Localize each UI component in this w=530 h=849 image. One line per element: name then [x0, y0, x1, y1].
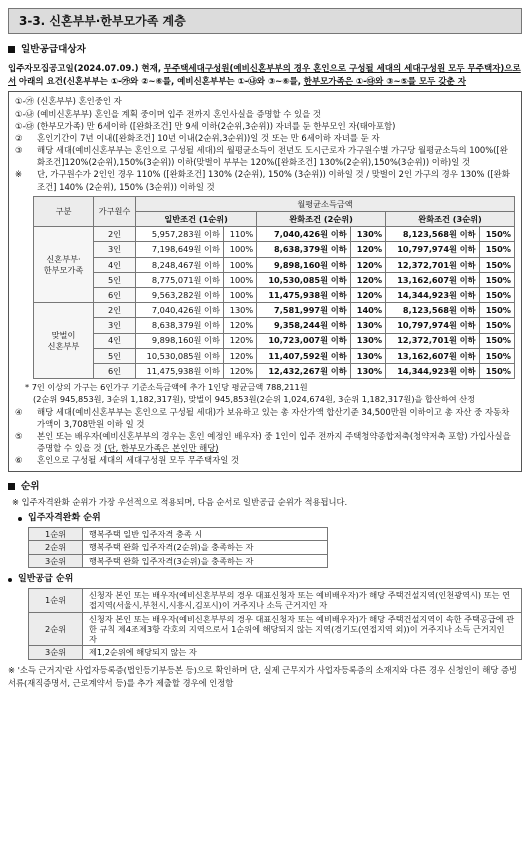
income-pct-c3: 150% — [479, 272, 514, 287]
income-pct-c2: 120% — [350, 287, 385, 302]
requirement-text: 혼인기간이 7년 이내([완화조건] 10년 이내(2순위,3순위))일 것 또는 만 6세이하 자녀를 둔 자 — [37, 132, 380, 143]
income-table-header-group: 구분 — [34, 196, 94, 226]
rank-note: ※ 입주자격완화 순위가 가장 우선적으로 적용되며, 다음 순서로 일반공급 순위가 적용됩니다. — [12, 496, 348, 507]
income-value-c3 — [386, 303, 480, 318]
income-table-header-members: 가구원수 — [94, 196, 136, 226]
income-pct-c2: 120% — [350, 272, 385, 287]
intro-requirements: 아래의 요건(신혼부부는 ①-㉮와 ②~⑥를, 예비신혼부부는 ①-㉯와 ③~⑥를, — [18, 77, 301, 88]
requirement-text: 단, 가구원수가 2인인 경우 110% ([완화조건] 130% (2순위), 150% (3순위)) 이하일 것 / 맞벌이 2인 가구의 경우 130% ([완화조건] 140% (2순위), 150% (3순위)) 이하일 것 — [37, 169, 510, 192]
income-amount: 13,162,607 — [397, 350, 450, 361]
income-members: 2인 — [94, 227, 136, 242]
relax-rank-row — [29, 541, 328, 554]
income-unit: 원 이하 — [320, 229, 347, 240]
income-value-c3 — [386, 242, 480, 257]
income-value-c2 — [257, 272, 351, 287]
income-pct-c3: 150% — [479, 348, 514, 363]
income-pct-c2: 130% — [350, 227, 385, 242]
requirement-line — [15, 95, 515, 107]
income-unit: 원 이하 — [193, 305, 220, 316]
income-pct-c3: 150% — [479, 242, 514, 257]
income-value-c2 — [257, 287, 351, 302]
income-value-c2 — [257, 227, 351, 242]
requirements-box — [8, 91, 522, 471]
income-amount: 8,638,379 — [151, 320, 194, 331]
income-amount: 10,797,974 — [397, 244, 450, 255]
income-amount: 13,162,607 — [397, 274, 450, 285]
income-pct-c1: 120% — [223, 348, 256, 363]
income-pct-c2: 130% — [350, 333, 385, 348]
relax-rank-rank: 2순위 — [29, 541, 83, 554]
income-value-c2 — [257, 333, 351, 348]
general-rank-rank: 3순위 — [29, 646, 83, 659]
income-amount: 8,123,568 — [402, 229, 450, 240]
income-amount: 12,372,701 — [397, 335, 450, 346]
income-value-c2 — [257, 348, 351, 363]
note-7-person: * 7인 이상의 가구는 6인가구 기준소득금액에 추가 1인당 평균금액 788,211원 — [25, 382, 308, 393]
income-members: 3인 — [94, 318, 136, 333]
requirement-6: ⑥ 혼인으로 구성될 세대의 세대구성원 모두 무주택자일 것 — [15, 454, 515, 466]
income-value-c1 — [136, 303, 224, 318]
income-pct-c1: 100% — [223, 272, 256, 287]
income-value-c2 — [257, 303, 351, 318]
relax-rank-row — [29, 554, 328, 567]
income-members: 4인 — [94, 333, 136, 348]
income-value-c3 — [386, 333, 480, 348]
requirement-text: (신혼부부) 혼인중인 자 — [37, 96, 122, 107]
income-pct-c1: 100% — [223, 287, 256, 302]
income-unit: 원 이하 — [193, 365, 220, 376]
income-unit: 원 이하 — [193, 320, 220, 331]
general-rank-desc: 신청자 본인 또는 배우자(예비신혼부부의 경우 대표신청자 또는 예비배우자)가 해당 주택건설지역(인천광역시) 또는 연접지역(서울시,부천시,시흥시,김포시)이 거주지나 소득 근거지인 자 — [83, 589, 522, 613]
relax-rank-desc: 행복주택 일반 입주자격 충족 시 — [83, 528, 328, 541]
income-value-c1 — [136, 363, 224, 378]
income-value-c1 — [136, 333, 224, 348]
income-unit: 원 이하 — [449, 365, 476, 376]
income-amount: 12,432,267 — [268, 365, 321, 376]
income-value-c1 — [136, 257, 224, 272]
requirement-line — [15, 168, 515, 192]
bullet-icon — [8, 578, 12, 582]
requirement-6-text: 혼인으로 구성될 세대의 세대구성원 모두 무주택자일 것 — [37, 455, 240, 466]
intro-paragraph — [8, 63, 522, 89]
income-members: 5인 — [94, 272, 136, 287]
relax-rank-desc: 행복주택 완화 입주자격(2순위)을 충족하는 자 — [83, 541, 328, 554]
requirement-line — [15, 132, 515, 144]
income-table-row — [34, 287, 515, 302]
income-amount: 9,563,282 — [151, 289, 194, 300]
section-rank — [8, 481, 522, 493]
requirement-marker: ③ — [15, 145, 23, 156]
income-amount: 10,723,007 — [268, 335, 321, 346]
square-bullet-icon — [8, 46, 15, 53]
intro-homeless: 무주택세대구성원(예비신혼부부의 경우 혼인으로 구성될 세대의 세대구성원 모두 무주택자)으로서 — [8, 63, 521, 88]
income-table-header-top: 월평균소득금액 — [136, 196, 515, 211]
income-pct-c3: 150% — [479, 333, 514, 348]
general-rank-rank: 1순위 — [29, 589, 83, 613]
income-unit: 원 이하 — [193, 229, 220, 240]
income-amount: 10,797,974 — [397, 320, 450, 331]
income-value-c3 — [386, 348, 480, 363]
income-amount: 14,344,923 — [397, 365, 450, 376]
general-rank-desc: 제1,2순위에 해당되지 않는 자 — [83, 646, 522, 659]
income-unit: 원 이하 — [449, 350, 476, 361]
income-table-header-c2: 완화조건 (2순위) — [257, 212, 386, 227]
income-pct-c3: 150% — [479, 303, 514, 318]
income-table — [33, 196, 515, 379]
relax-rank-rank: 3순위 — [29, 554, 83, 567]
section-header-title: 3-3. 신혼부부·한부모가족 계층 — [19, 13, 186, 28]
income-unit: 원 이하 — [320, 274, 347, 285]
income-amount: 9,898,160 — [274, 259, 321, 270]
requirement-marker: ※ — [15, 169, 23, 180]
income-members: 6인 — [94, 287, 136, 302]
income-unit: 원 이하 — [320, 350, 347, 361]
requirement-5: ⑤ 본인 또는 배우자(예비신혼부부의 경우는 혼인 예정인 배우자) 중 1인이 입주 전까지 주택청약종합저축(청약저축 포함) 가입사실을 증명할 수 있을 것 (단, 한부모가족은 본인만 해당) — [15, 431, 511, 454]
intro-single-parent: 한부모가족은 ①-㉰와 ③~⑤를 모두 갖춘 자 — [303, 77, 466, 88]
relax-rank-table — [28, 527, 328, 568]
income-unit: 원 이하 — [193, 274, 220, 285]
income-table-row — [34, 227, 515, 242]
income-value-c3 — [386, 227, 480, 242]
requirement-marker: ①-㉰ — [15, 120, 34, 131]
income-unit: 원 이하 — [320, 259, 347, 270]
general-rank-title: 일반공급 순위 — [18, 573, 74, 584]
income-value-c1 — [136, 242, 224, 257]
income-table-row — [34, 363, 515, 378]
income-pct-c1: 110% — [223, 227, 256, 242]
income-pct-c2: 120% — [350, 257, 385, 272]
income-amount: 10,530,085 — [146, 350, 194, 361]
relax-rank-desc: 행복주택 완화 입주자격(3순위)을 충족하는 자 — [83, 554, 328, 567]
income-table-header-c3: 완화조건 (3순위) — [386, 212, 515, 227]
income-value-c1 — [136, 227, 224, 242]
income-unit: 원 이하 — [193, 244, 220, 255]
requirement-4: ④ 해당 세대(예비신혼부부는 혼인으로 구성될 세대)가 보유하고 있는 총 자산가액 합산기준 34,500만원 이하이고 총 자산 중 자동차가액이 3,708만원 이하 일 것 — [15, 406, 515, 430]
section-general-supply-title: 일반공급대상자 — [21, 44, 86, 55]
income-pct-c3: 150% — [479, 318, 514, 333]
income-pct-c1: 100% — [223, 242, 256, 257]
income-table-row — [34, 318, 515, 333]
income-unit: 원 이하 — [320, 289, 347, 300]
income-pct-c2: 130% — [350, 318, 385, 333]
note-7-person-detail: (2순위 945,853원, 3순위 1,182,317원), 맞벌이 945,853원(2순위 1,024,674원, 3순위 1,182,317원)을 합산하여 산정 — [33, 394, 476, 405]
income-pct-c3: 150% — [479, 363, 514, 378]
income-unit: 원 이하 — [449, 259, 476, 270]
requirement-marker: ①-㉮ — [15, 96, 34, 107]
relax-rank-row — [29, 528, 328, 541]
requirement-marker: ①-㉯ — [15, 108, 34, 119]
income-amount: 7,040,426 — [151, 305, 194, 316]
income-amount: 5,957,283 — [151, 229, 194, 240]
relax-rank-rank: 1순위 — [29, 528, 83, 541]
section-general-supply — [8, 44, 522, 56]
income-members: 5인 — [94, 348, 136, 363]
income-amount: 9,898,160 — [151, 335, 194, 346]
income-amount: 10,530,085 — [268, 274, 321, 285]
requirement-line — [15, 108, 515, 120]
general-rank-row — [29, 589, 522, 613]
requirement-line — [15, 144, 515, 168]
income-unit: 원 이하 — [449, 320, 476, 331]
income-value-c3 — [386, 363, 480, 378]
income-amount: 11,475,938 — [146, 365, 194, 376]
income-pct-c1: 130% — [223, 303, 256, 318]
income-pct-c1: 120% — [223, 363, 256, 378]
income-table-body — [34, 227, 515, 379]
income-table-row — [34, 333, 515, 348]
income-value-c1 — [136, 318, 224, 333]
income-members: 4인 — [94, 257, 136, 272]
income-amount: 9,358,244 — [274, 320, 321, 331]
income-unit: 원 이하 — [320, 365, 347, 376]
income-value-c2 — [257, 242, 351, 257]
income-unit: 원 이하 — [449, 335, 476, 346]
income-value-c3 — [386, 257, 480, 272]
square-bullet-icon — [8, 483, 15, 490]
requirement-5-text: 본인 또는 배우자(예비신혼부부의 경우는 혼인 예정인 배우자) 중 1인이 입주 전까지 주택청약종합저축(청약저축 포함) 가입사실을 증명할 수 있을 것 — [37, 431, 511, 454]
income-amount: 8,775,071 — [151, 274, 194, 285]
requirement-marker: ② — [15, 132, 23, 143]
income-value-c3 — [386, 287, 480, 302]
section-header — [8, 8, 522, 34]
income-amount: 7,581,997 — [274, 305, 321, 316]
income-unit: 원 이하 — [193, 335, 220, 346]
requirement-text: 해당 세대(예비신혼부부는 혼인으로 구성될 세대)의 월평균소득이 전년도 도시근로자 가구원수별 가구당 월평균소득의 100%([완화조건]120%(2순위),150%(3순위)) 이하(맞벌이 부부는 120%([완화조건] 130%(2순위),150%(3순위)) 이하)일 것 — [37, 145, 508, 168]
income-table-row — [34, 272, 515, 287]
income-unit: 원 이하 — [449, 274, 476, 285]
income-value-c1 — [136, 348, 224, 363]
section-rank-title: 순위 — [21, 480, 40, 492]
income-amount: 8,248,467 — [151, 259, 194, 270]
general-rank-heading — [8, 574, 522, 585]
income-pct-c2: 120% — [350, 242, 385, 257]
requirement-4-text: 해당 세대(예비신혼부부는 혼인으로 구성될 세대)가 보유하고 있는 총 자산가액 합산기준 34,500만원 이하이고 총 자산 중 자동차가액이 3,708만원 이하 일 것 — [37, 406, 510, 429]
income-value-c1 — [136, 272, 224, 287]
income-value-c2 — [257, 363, 351, 378]
income-unit: 원 이하 — [320, 244, 347, 255]
income-amount: 14,344,923 — [397, 289, 450, 300]
income-table-row — [34, 257, 515, 272]
income-unit: 원 이하 — [193, 350, 220, 361]
income-unit: 원 이하 — [449, 305, 476, 316]
requirement-text: (예비신혼부부) 혼인을 계획 중이며 입주 전까지 혼인사실을 증명할 수 있을 것 — [37, 108, 321, 119]
income-amount: 7,198,649 — [151, 244, 194, 255]
income-group-label: 맞벌이 신혼부부 — [34, 303, 94, 379]
income-members: 6인 — [94, 363, 136, 378]
income-value-c3 — [386, 318, 480, 333]
income-amount: 8,123,568 — [402, 305, 450, 316]
income-pct-c1: 120% — [223, 333, 256, 348]
income-members: 2인 — [94, 303, 136, 318]
general-rank-row — [29, 646, 522, 659]
income-value-c2 — [257, 257, 351, 272]
general-rank-row — [29, 612, 522, 646]
income-table-row — [34, 303, 515, 318]
income-pct-c3: 150% — [479, 227, 514, 242]
income-table-header-c1: 일반조건 (1순위) — [136, 212, 257, 227]
income-value-c3 — [386, 272, 480, 287]
intro-date: 입주자모집공고일(2024.07.09.) 현재, — [8, 63, 162, 74]
footer-note: ※ '소득 근거지'란 사업자등록증(법인등기부등본 등)으로 확인하며 단, 실제 근무지가 사업자등록증의 소재지와 다른 경우 신청인이 해당 증빙서류(재직증명서, 근로계약서 등)를 추가 제출할 경우에 인정함 — [8, 664, 518, 688]
income-amount: 11,407,592 — [268, 350, 321, 361]
general-rank-rank: 2순위 — [29, 612, 83, 646]
income-pct-c1: 120% — [223, 318, 256, 333]
income-members: 3인 — [94, 242, 136, 257]
requirement-text: (한부모가족) 만 6세이하 ([완화조건] 만 9세 이하(2순위,3순위)) 자녀를 둔 한부모인 자(태아포함) — [37, 120, 396, 131]
income-pct-c3: 150% — [479, 257, 514, 272]
general-rank-table — [28, 588, 522, 660]
income-unit: 원 이하 — [320, 335, 347, 346]
income-amount: 12,372,701 — [397, 259, 450, 270]
income-unit: 원 이하 — [449, 229, 476, 240]
requirements-list — [15, 95, 515, 193]
income-amount: 8,638,379 — [274, 244, 321, 255]
income-group-label: 신혼부부· 한부모가족 — [34, 227, 94, 303]
relax-rank-heading — [8, 513, 522, 524]
income-pct-c2: 130% — [350, 348, 385, 363]
income-unit: 원 이하 — [449, 289, 476, 300]
income-pct-c2: 130% — [350, 363, 385, 378]
income-unit: 원 이하 — [320, 320, 347, 331]
income-table-row — [34, 348, 515, 363]
bullet-icon — [18, 517, 22, 521]
general-rank-desc: 신청자 본인 또는 배우자(예비신혼부부의 경우 대표신청자 또는 예비배우자)가 해당 주택건설지역이 속한 주택공급에 관한 규칙 제4조제3항 각호의 지역으로서 1순위에 해당되지 않는 지역(경기도(연접지역 외))이 거주지나 소득 근거지인 자 — [83, 612, 522, 646]
income-unit: 원 이하 — [449, 244, 476, 255]
income-pct-c2: 140% — [350, 303, 385, 318]
income-unit: 원 이하 — [193, 289, 220, 300]
income-amount: 11,475,938 — [268, 289, 321, 300]
requirement-5-note: (단, 한부모가족은 본인만 해당) — [104, 443, 219, 454]
income-value-c1 — [136, 287, 224, 302]
income-table-row — [34, 242, 515, 257]
income-unit: 원 이하 — [320, 305, 347, 316]
income-amount: 7,040,426 — [274, 229, 321, 240]
income-pct-c1: 100% — [223, 257, 256, 272]
income-unit: 원 이하 — [193, 259, 220, 270]
requirement-line — [15, 120, 515, 132]
income-value-c2 — [257, 318, 351, 333]
income-pct-c3: 150% — [479, 287, 514, 302]
relax-rank-title: 입주자격완화 순위 — [28, 512, 101, 523]
